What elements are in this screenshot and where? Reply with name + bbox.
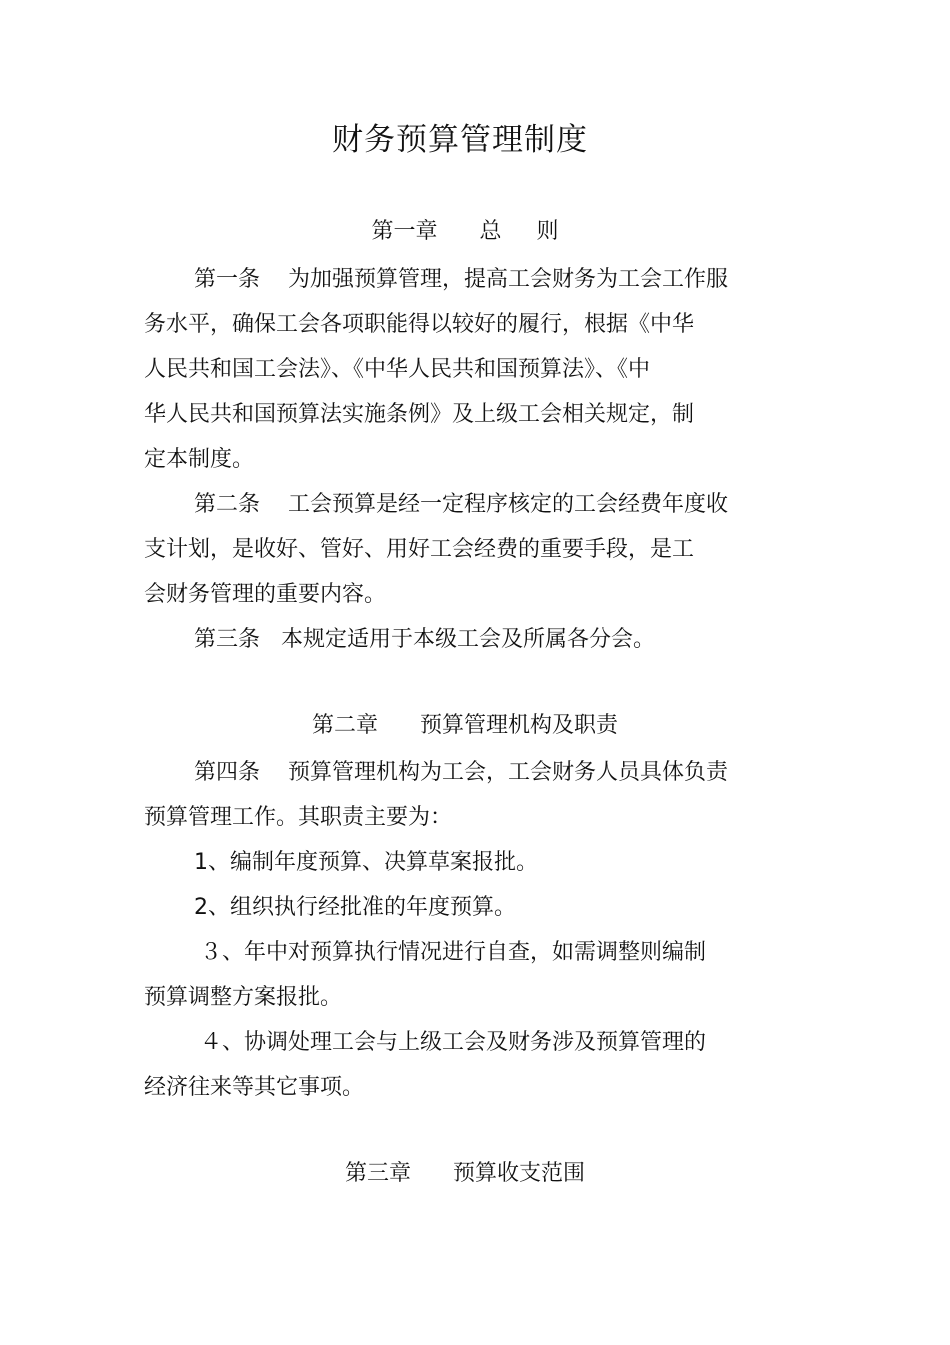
- chapter-2-heading: 第二章 预算管理机构及职责: [312, 713, 618, 738]
- chapter-1-heading: 第一章 总 则: [371, 219, 559, 244]
- article-1-line-1: 第一条 为加强预算管理，提高工会财务为工会工作服: [194, 267, 728, 292]
- article-1-line-3: 人民共和国工会法》、《中华人民共和国预算法》、《中: [144, 357, 651, 382]
- duty-1: 1、编制年度预算、决算草案报批。: [194, 850, 538, 875]
- duty-2: 2、组织执行经批准的年度预算。: [194, 895, 516, 920]
- article-1-line-2: 务水平，确保工会各项职能得以较好的履行，根据《中华: [144, 312, 695, 337]
- document-title: 财务预算管理制度: [332, 122, 588, 158]
- chapter-3-heading: 第三章 预算收支范围: [345, 1161, 585, 1186]
- duty-4-line-1: ４、协调处理工会与上级工会及财务涉及预算管理的: [200, 1030, 707, 1055]
- article-2-line-2: 支计划，是收好、管好、用好工会经费的重要手段，是工: [144, 537, 695, 562]
- article-1-line-4: 华人民共和国预算法实施条例》及上级工会相关规定，制: [144, 402, 695, 427]
- duty-3-line-2: 预算调整方案报批。: [144, 985, 343, 1010]
- article-3-line-1: 第三条 本规定适用于本级工会及所属各分会。: [194, 627, 655, 652]
- article-2-line-1: 第二条 工会预算是经一定程序核定的工会经费年度收: [194, 492, 728, 517]
- article-1-line-5: 定本制度。: [144, 447, 255, 472]
- duty-4-line-2: 经济往来等其它事项。: [144, 1075, 365, 1100]
- duty-3-line-1: ３、年中对预算执行情况进行自查，如需调整则编制: [200, 940, 707, 965]
- article-2-line-3: 会财务管理的重要内容。: [144, 582, 387, 607]
- article-4-line-2: 预算管理工作。其职责主要为：: [144, 805, 453, 830]
- article-4-line-1: 第四条 预算管理机构为工会，工会财务人员具体负责: [194, 760, 728, 785]
